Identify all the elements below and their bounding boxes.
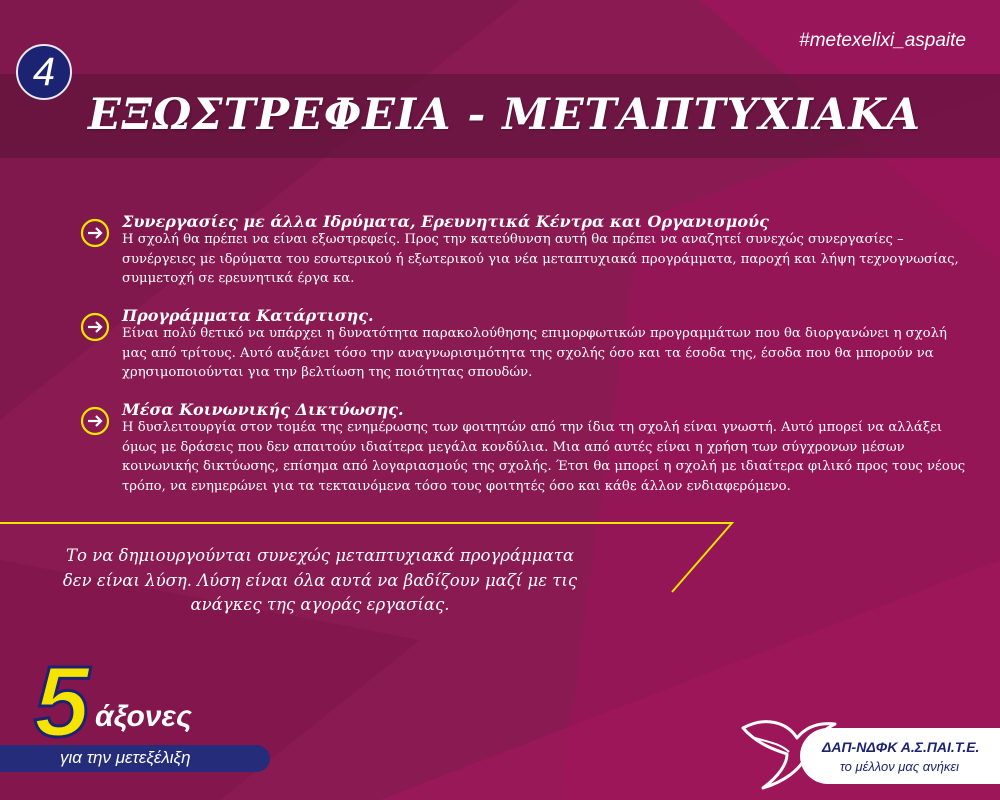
campaign-number: 5 <box>34 646 90 758</box>
organization-logo-box <box>800 728 1000 784</box>
section-number: 4 <box>32 49 56 94</box>
organization-slogan: το μέλλον μας ανήκει <box>840 759 960 774</box>
organization-name: ΔΑΠ-ΝΔΦΚ Α.Σ.ΠΑΙ.Τ.Ε. <box>822 739 980 755</box>
section-body: Η δυσλειτουργία στον τομέα της ενημέρωσης των φοιτητών από την ίδια τη σχολή είναι γνωστή. Αυτό μπορεί να αλλάξει όμως με δράσεις που δεν απαιτούν ιδιαίτερα μεγάλα κονδύλια. Μια από αυτές είναι η χρήση των σύγχρονων μέσων κοινωνικής δικτύωσης, επίσημα από λογαριασμούς της σχολής. Έτσι θα μπορεί η σχολή με ιδιαίτερα φιλικό προς τους νέους τρόπο, να ενημερώνει για τα τεκταινόμενα τόσο τους φοιτητές όσο και κάθε άλλον ενδιαφερόμενο. <box>122 420 966 494</box>
section-body: Είναι πολύ θετικό να υπάρχει η δυνατότητα παρακολούθησης επιμορφωτικών προγραμμάτων που θα διοργανώνει η σχολή μας από τρίτους. Αυτό αυξάνει τόσο την αναγνωρισιμότητα της σχολής όσο και τα έσοδα της, έσοδα που θα μπορούν να χρησιμοποιούνται για την βελτίωση της ποιότητας σπουδών. <box>122 326 947 380</box>
page-title: ΕΞΩΣΤΡΕΦΕΙΑ - ΜΕΤΑΠΤΥΧΙΑΚΑ <box>88 90 921 140</box>
section-body: Η σχολή θα πρέπει να είναι εξωστρεφείς. Προς την κατεύθυνση αυτή θα πρέπει να αναζητεί συνεχώς συνεργασίες – συνέργειες με ιδρύματα του εσωτερικού ή εξωτερικού για νέα μεταπτυχιακά προγράμματα, παροχή και λήψη τεχνογνωσίας, συμμετοχή σε ερευνητικά έργα κα. <box>122 232 959 286</box>
section-title: Μέσα Κοινωνικής Δικτύωσης. <box>122 400 404 419</box>
campaign-word: άξονες <box>95 700 192 733</box>
section-title: Προγράμματα Κατάρτισης. <box>122 306 374 325</box>
arrow-circle-icon <box>80 406 110 436</box>
hashtag: #metexelixi_aspaite <box>799 30 966 51</box>
campaign-tagline: για την μετεξέλιξη <box>60 748 191 767</box>
section-title: Συνεργασίες με άλλα Ιδρύματα, Ερευνητικά Κέντρα και Οργανισμούς <box>122 212 769 231</box>
arrow-circle-icon <box>80 218 110 248</box>
section-number-badge <box>16 44 72 100</box>
campaign-logo <box>0 646 280 780</box>
quote-text: Το να δημιουργούνται συνεχώς μεταπτυχιακά προγράμματα δεν είναι λύση. Λύση είναι όλα αυτά να βαδίζουν μαζί με τις ανάγκες της αγοράς εργασίας. <box>62 546 578 614</box>
arrow-circle-icon <box>80 312 110 342</box>
